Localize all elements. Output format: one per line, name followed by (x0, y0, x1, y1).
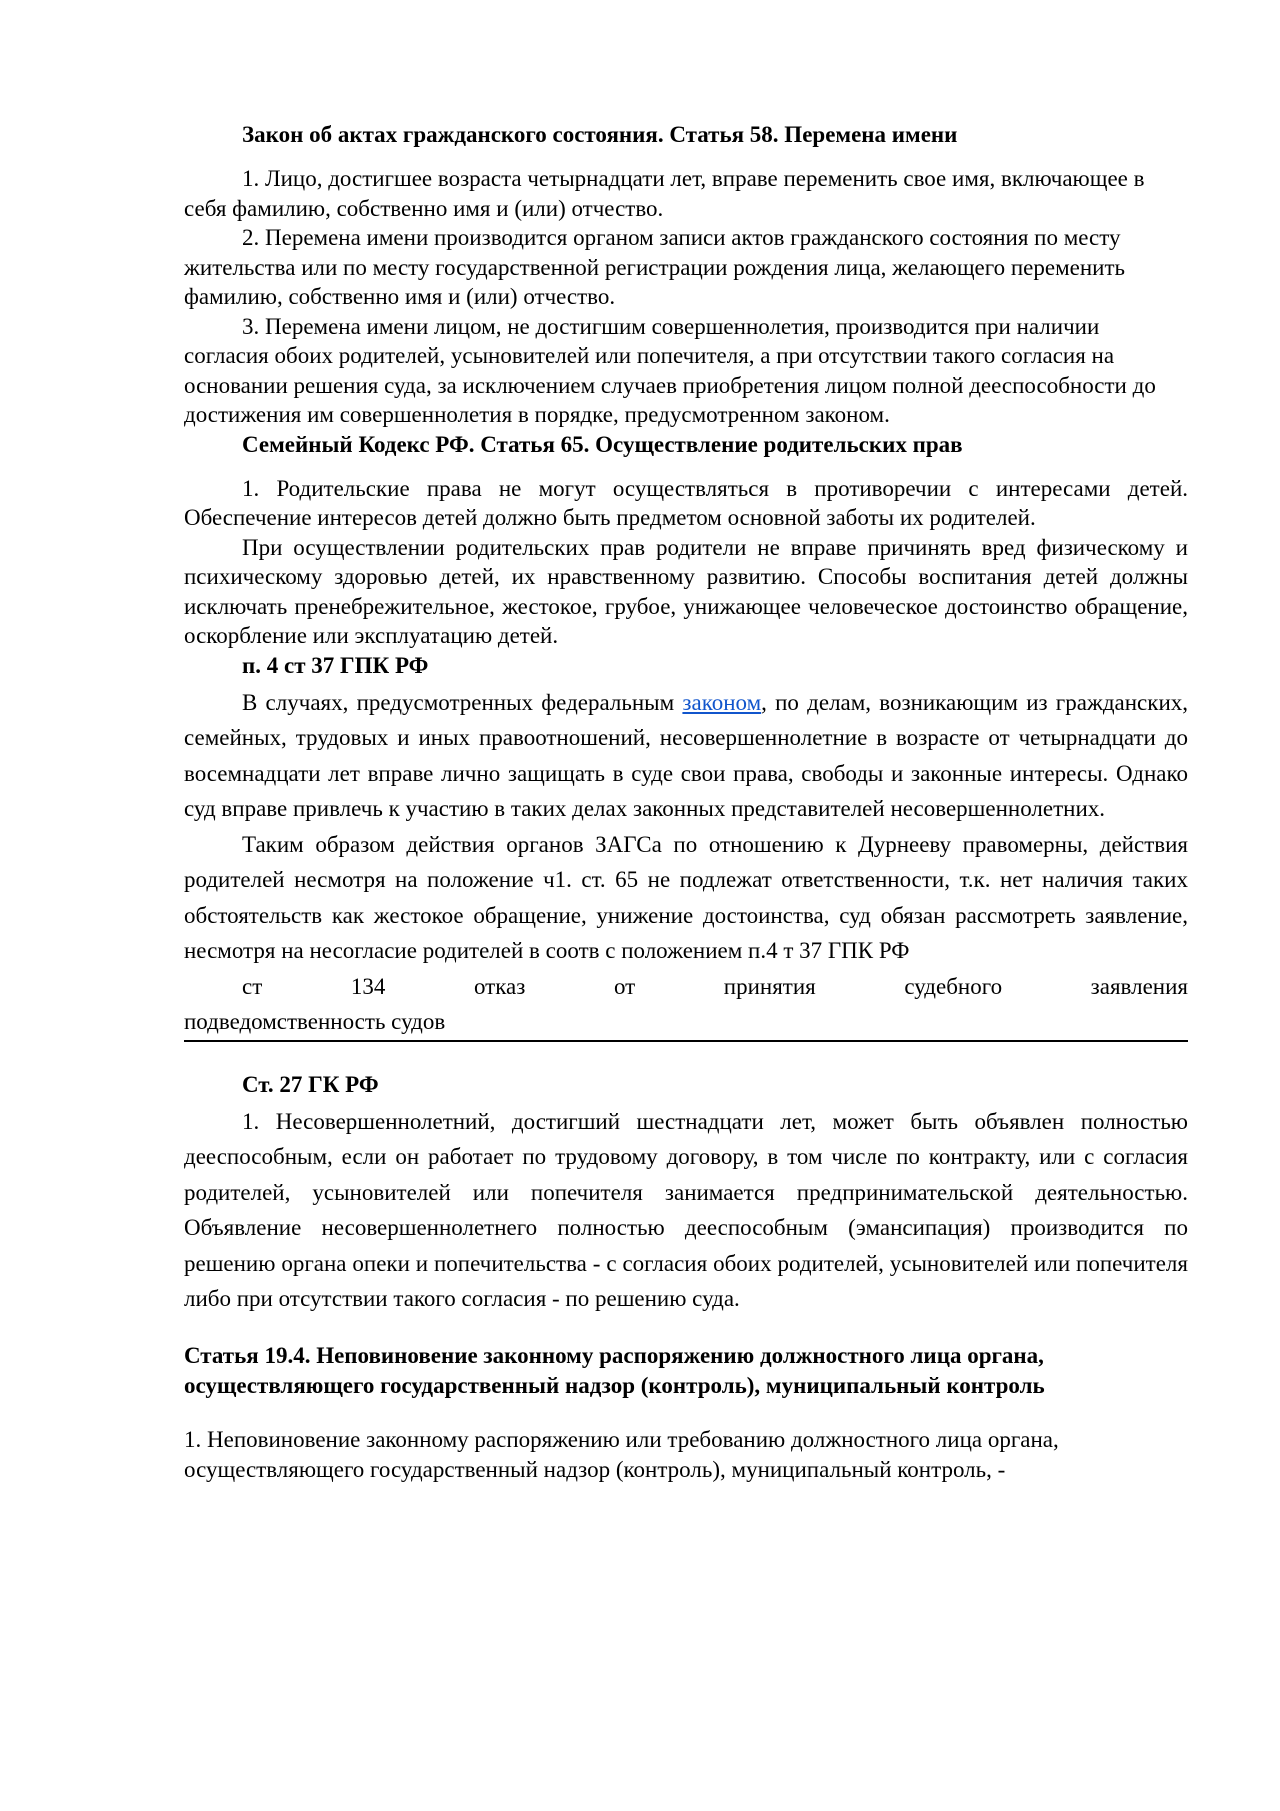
section-zags (184, 120, 1188, 430)
gpk-paragraph-3-line-1: ст 134 отказ от принятия судебного заявления (242, 973, 1188, 999)
sk-heading: Семейный Кодекс РФ. Статья 65. Осуществление родительских прав (242, 431, 963, 457)
section-koap (184, 1341, 1188, 1485)
gpk-paragraph-1 (184, 685, 1188, 827)
gk-paragraph-1: 1. Несовершеннолетний, достигший шестнадцати лет, может быть объявлен полностью дееспособным, если он работает по трудовому договору, в том числе по контракту, или с согласия родителей, усыновителей или попечителя занимается предпринимательской деятельностью. Объявление несовершеннолетнего полностью дееспособным (эмансипация) производится по решению органа опеки и попечительства - с согласия обоих родителей, усыновителей или попечителя либо при отсутствии такого согласия - по решению суда. (184, 1108, 1188, 1311)
gpk-paragraph-3 (184, 969, 1188, 1042)
zags-heading: Закон об актах гражданского состояния. Статья 58. Перемена имени (242, 122, 958, 147)
gpk-paragraph-1-end: , по делам, возникающим из гражданских, семейных, трудовых и иных правоотношений, несовершеннолетние в возрасте от четырнадцати до восемнадцати лет вправе лично защищать в суде свои права, свободы и законные интересы. Однако суд вправе привлечь к участию в таких делах законных представителей несовершеннолетних. (184, 689, 1189, 821)
zags-paragraph-3: 3. Перемена имени лицом, не достигшим совершеннолетия, производится при наличии согласия обоих родителей, усыновителей или попечителя, а при отсутствии такого согласия на основании решения суда, за исключением случаев приобретения лицом полной дееспособности до достижения им совершеннолетия в порядке, предусмотренном законом. (184, 313, 1156, 427)
zags-paragraph-1: 1. Лицо, достигшее возраста четырнадцати лет, вправе переменить свое имя, включающее в себя фамилию, собственно имя и (или) отчество. (184, 166, 1145, 221)
zags-paragraph-2: 2. Перемена имени производится органом записи актов гражданского состояния по месту жительства или по месту государственной регистрации рождения лица, желающего переменить фамилию, собственно имя и (или) отчество. (184, 225, 1126, 309)
sk-paragraph-2: При осуществлении родительских прав родители не вправе причинять вред физическому и психическому здоровью детей, их нравственному развитию. Способы воспитания детей должны исключать пренебрежительное, жестокое, грубое, унижающее человеческое достоинство обращение, оскорбление или эксплуатацию детей. (184, 534, 1188, 648)
document-page (184, 120, 1188, 1485)
gk-heading: Ст. 27 ГК РФ (242, 1071, 379, 1097)
section-sk (184, 430, 1188, 651)
law-link[interactable]: законом (682, 689, 762, 715)
koap-heading: Статья 19.4. Неповиновение законному распоряжению должностного лица органа, осуществляющего государственный надзор (контроль), муниципальный контроль (184, 1342, 1045, 1398)
koap-paragraph-1: 1. Неповиновение законному распоряжению или требованию должностного лица органа, осуществляющего государственный надзор (контроль), муниципальный контроль, - (184, 1426, 1059, 1482)
section-gpk (184, 651, 1188, 1042)
gpk-paragraph-1-start: В случаях, предусмотренных федеральным (242, 689, 683, 715)
gpk-paragraph-2: Таким образом действия органов ЗАГСа по отношению к Дурнееву правомерны, действия родителей несмотря на положение ч1. ст. 65 не подлежат ответственности, т.к. нет наличия таких обстоятельств как жестокое обращение, унижение достоинства, суд обязан рассмотреть заявление, несмотря на несогласие родителей в соотв с положением п.4 т 37 ГПК РФ (184, 831, 1188, 963)
gpk-heading: п. 4 ст 37 ГПК РФ (242, 652, 429, 678)
sk-paragraph-1: 1. Родительские права не могут осуществляться в противоречии с интересами детей. Обеспечение интересов детей должно быть предметом основной заботы их родителей. (184, 475, 1188, 530)
section-gk (184, 1070, 1188, 1317)
gpk-paragraph-3-line-2: подведомственность судов (184, 1009, 446, 1034)
